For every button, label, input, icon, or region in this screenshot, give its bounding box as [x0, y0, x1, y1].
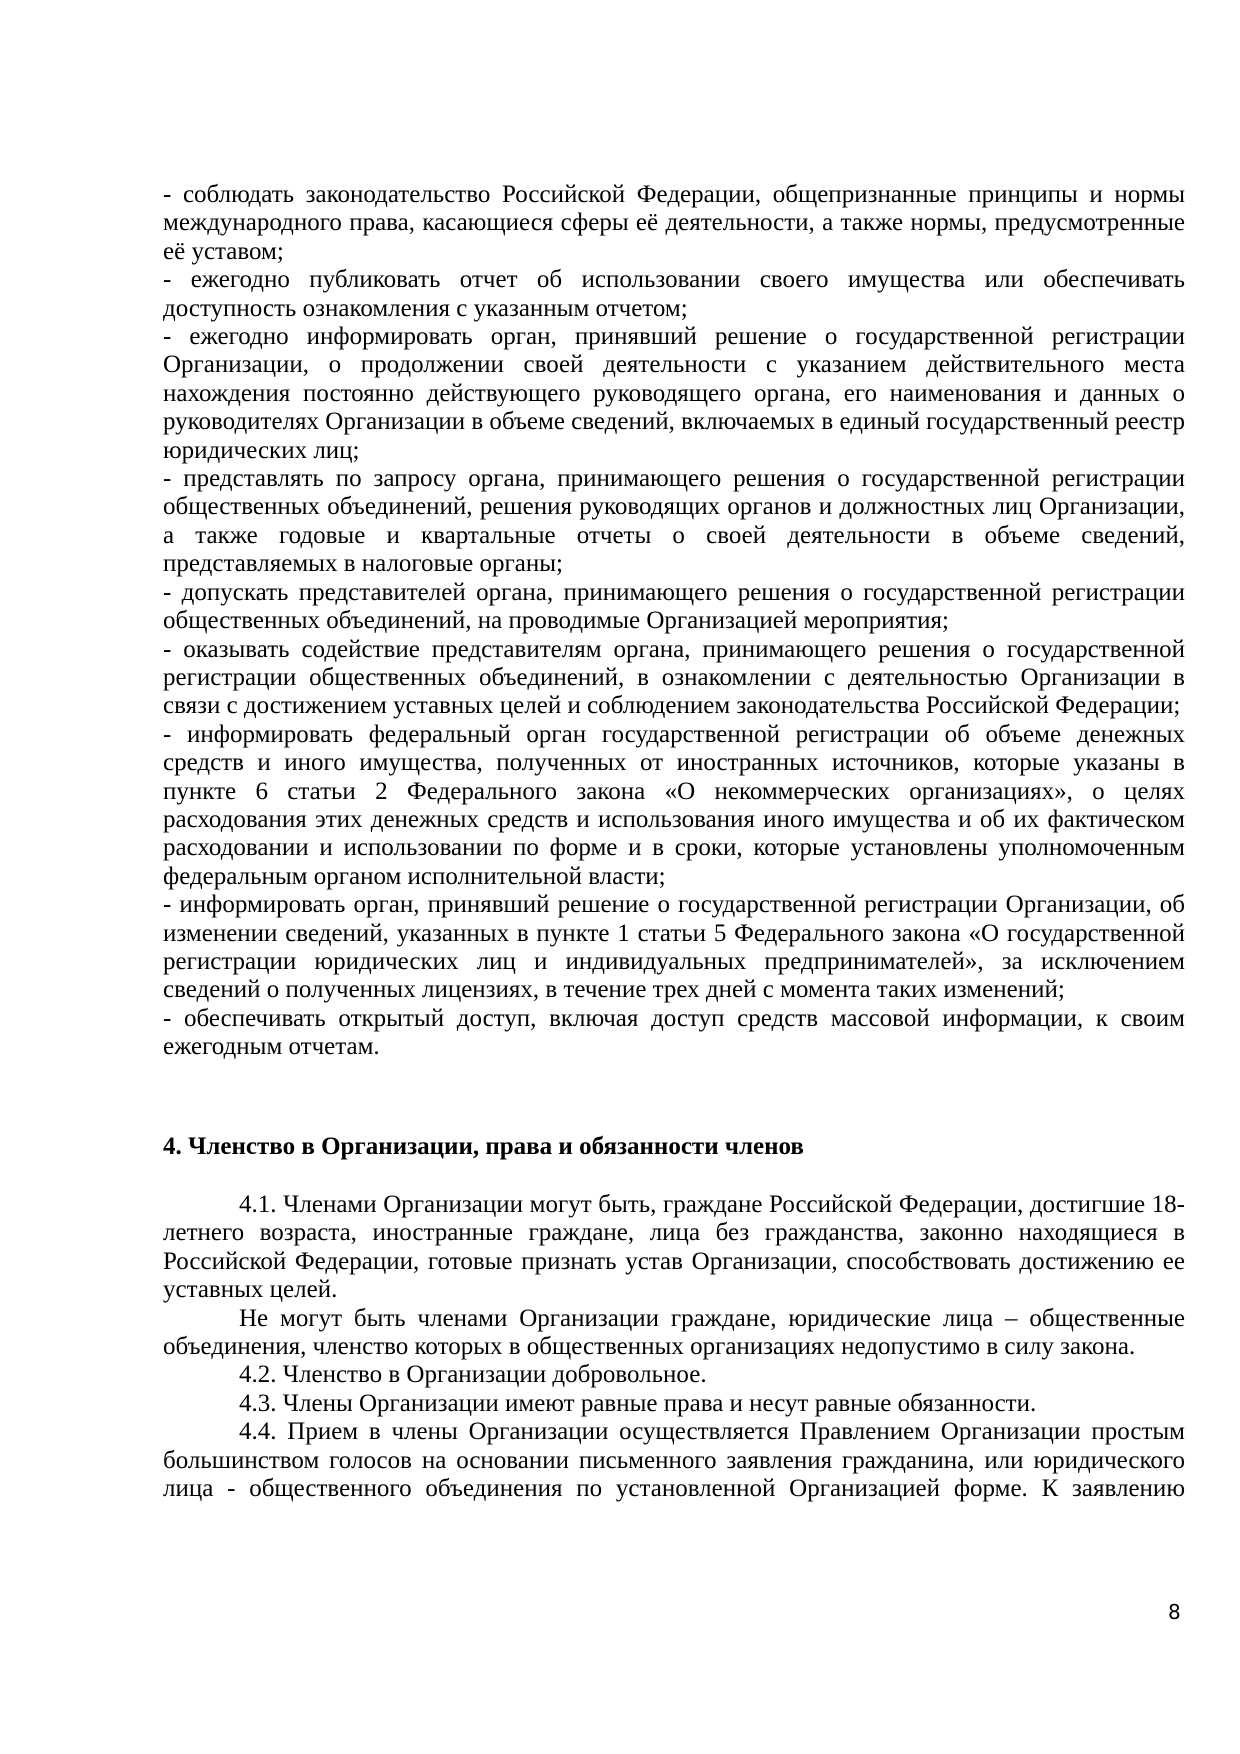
obligation-item: - соблюдать законодательство Российской Федерации, общепризнанные принципы и нормы международного права, касающиеся сферы её деятельности, а также нормы, предусмотренные её уставом; — [163, 181, 1185, 265]
obligation-item: - ежегодно информировать орган, принявший решение о государственной регистрации Организации, о продолжении своей деятельности с указанием действительного места нахождения постоянно действующего руководящего органа, его наименования и данных о руководителях Организации в объеме сведений, включаемых в единый государственный реестр юридических лиц; — [163, 323, 1186, 464]
obligation-item: - обеспечивать открытый доступ, включая доступ средств массовой информации, к своим ежегодным отчетам. — [163, 1004, 1185, 1061]
section-body — [163, 1191, 1185, 1503]
paragraph: 4.3. Члены Организации имеют равные права и несут равные обязанности. — [239, 1389, 1037, 1417]
paragraph: 4.2. Членство в Организации добровольное. — [239, 1361, 707, 1389]
paragraph: 4.1. Членами Организации могут быть, граждане Российской Федерации, достигшие 18-летнего возраста, иностранные граждане, лица без гражданства, законно находящиеся в Российской Федерации, готовые признать устав Организации, способствовать достижению ее уставных целей. — [163, 1191, 1185, 1304]
paragraph: 4.4. Прием в члены Организации осуществляется Правлением Организации простым большинством голосов на основании письменного заявления гражданина, или юридического лица - общественного объединения по установленной Организацией форме. К заявлению — [163, 1418, 1185, 1503]
obligation-item: - оказывать содействие представителям органа, принимающего решения о государственной регистрации общественных объединений, в ознакомлении с деятельностью Организации в связи с достижением уставных целей и соблюдением законодательства Российской Федерации; — [163, 635, 1185, 720]
document-page — [163, 181, 1185, 1503]
obligations-list — [163, 181, 1185, 1062]
obligation-item: - ежегодно публиковать отчет об использовании своего имущества или обеспечивать доступность ознакомления с указанным отчетом; — [163, 266, 1185, 322]
obligation-item: - информировать орган, принявший решение о государственной регистрации Организации, об изменении сведений, указанных в пункте 1 статьи 5 Федерального закона «О государственной регистрации юридических лиц и индивидуальных предпринимателей», за исключением сведений о полученных лицензиях, в течение трех дней с момента таких изменений; — [163, 891, 1185, 1004]
obligation-item: - представлять по запросу органа, принимающего решения о государственной регистрации общественных объединений, решения руководящих органов и должностных лиц Организации, а также годовые и квартальные отчеты о своей деятельности в объеме сведений, представляемых в налоговые органы; — [163, 465, 1185, 578]
section-heading: 4. Членство в Организации, права и обязанности членов — [163, 1132, 804, 1160]
paragraph: Не могут быть членами Организации граждане, юридические лица – общественные объединения, членство которых в общественных организациях недопустимо в силу закона. — [163, 1304, 1185, 1361]
obligation-item: - информировать федеральный орган государственной регистрации об объеме денежных средств и иного имущества, полученных от иностранных источников, которые указаны в пункте 6 статьи 2 Федерального закона «О некоммерческих организациях», о целях расходования этих денежных средств и использования иного имущества и об их фактическом расходовании и использовании по форме и в сроки, которые установлены уполномоченным федеральным органом исполнительной власти; — [163, 720, 1185, 890]
obligation-item: - допускать представителей органа, принимающего решения о государственной регистрации общественных объединений, на проводимые Организацией мероприятия; — [163, 578, 1185, 635]
page-number: 8 — [1168, 1600, 1181, 1624]
